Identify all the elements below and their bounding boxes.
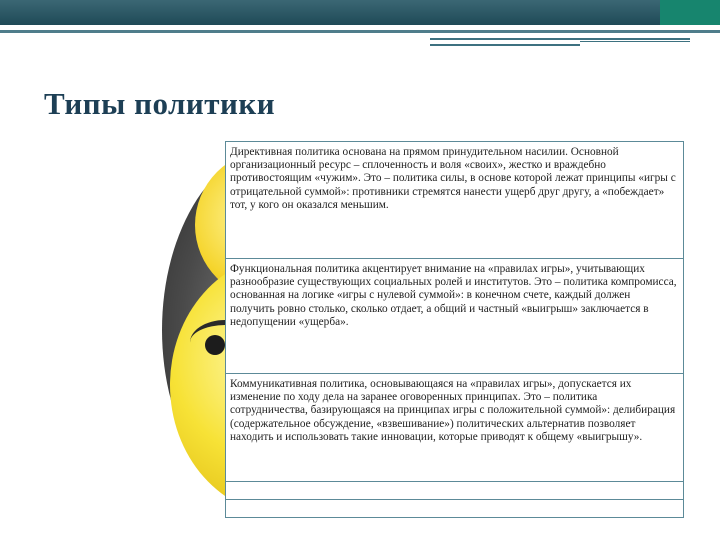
policy-types-table <box>225 141 684 518</box>
decorative-rule <box>580 41 690 42</box>
decorative-rule <box>430 44 580 46</box>
pupil-icon <box>205 335 225 355</box>
top-banner-accent <box>660 0 720 25</box>
smiley-face-icon <box>150 145 230 515</box>
top-banner <box>0 0 720 25</box>
page-title: Типы политики <box>44 86 276 121</box>
functional-policy-text: Функциональная политика акцентирует внимание на «правилах игры», учитывающих разнообразие существующих социальных ролей и институтов. Это – политика компромисса, основанная на логике «игры с нулевой суммой»: в конечном счете, каждый должен получить ровно столько, сколько отдает, а общий и частный «выигрыш» заключается в недопущении «ущерба». <box>226 259 683 374</box>
decorative-rule <box>0 30 720 33</box>
empty-row <box>226 500 683 518</box>
decorative-rule <box>430 38 690 40</box>
directive-policy-text: Директивная политика основана на прямом принудительном насилии. Основной организационный ресурс – сплоченность и воля «своих», жестко и враждебно противостоящим «чужим». Это – политика силы, в основе которой лежат принципы «игры с отрицательной суммой»: противники стремятся нанести ущерб друг другу, а «побеждает» тот, у кого он оказался меньшим. <box>226 142 683 259</box>
communicative-policy-text: Коммуникативная политика, основывающаяся на «правилах игры», допускается их изменение по ходу дела на заранее оговоренных принципах. Это – политика сотрудничества, базирующаяся на принципах игры с положительной суммой»: делибирация (содержательное обсуждение, «взвешивание») политических альтернатив позволяет находить и использовать такие инновации, которые приводят к общему «выигрышу». <box>226 374 683 482</box>
empty-row <box>226 482 683 500</box>
